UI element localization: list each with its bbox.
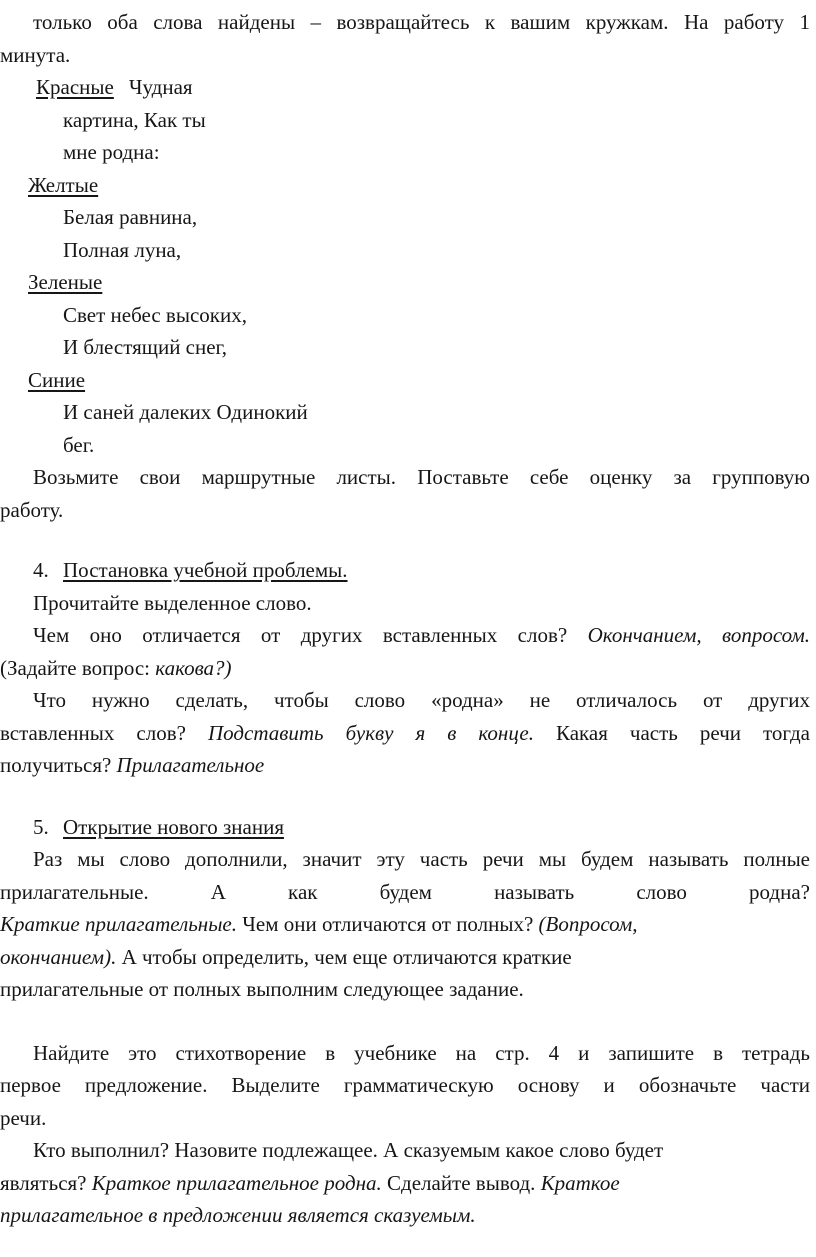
poem-line: Полная луна, (63, 237, 182, 262)
poem-group-yellow-label-line (0, 169, 810, 202)
section5-title: Открытие нового знания (63, 814, 284, 839)
section4-q2-line-1: Что нужно сделать, чтобы слово «родна» не отличалось от других (33, 688, 810, 712)
poem-group-red-label-line (0, 71, 810, 104)
text-segment: (Задайте вопрос: (0, 655, 156, 680)
answer-italic: Краткие прилагательные. (0, 912, 237, 936)
task-line-1: Найдите это стихотворение в учебнике на стр. 4 и запишите в тетрадь (33, 1040, 810, 1065)
answer-italic: какова?) (155, 655, 232, 680)
task-line-3: речи. (0, 1105, 47, 1130)
poem-line: И блестящий снег, (63, 335, 228, 359)
answer-italic: (Вопросом, (538, 912, 638, 936)
section4-q2-line-3 (0, 749, 810, 782)
section5-header (0, 811, 810, 844)
text-segment: А чтобы определить, чем еще отличаются краткие (116, 944, 572, 969)
take-sheets-line-2: работу. (0, 497, 64, 522)
poem-line: мне родна: (63, 140, 160, 164)
intro-line-1: только оба слова найдены – возвращайтесь к вашим кружкам. На работу 1 (33, 10, 810, 34)
intro-line-2: минута. (0, 42, 71, 67)
poem-line: картина, Как ты (63, 107, 206, 132)
section5-line-2: прилагательные. А как будем называть слово родна? (0, 879, 810, 904)
poem-line: И саней далеких Одинокий (63, 400, 308, 424)
task-q-line-3: прилагательное в предложении является сказуемым. (0, 1203, 476, 1227)
section5-line-1: Раз мы слово дополнили, значит эту часть речи мы будем называть полные (33, 847, 810, 871)
take-sheets-line-1: Возьмите свои маршрутные листы. Поставьте себе оценку за групповую (33, 465, 810, 489)
text-segment: Какая часть речи тогда (533, 720, 810, 745)
section4-q1-line-1 (0, 619, 810, 652)
answer-italic: Краткое (540, 1170, 620, 1195)
section4-read-line: Прочитайте выделенное слово. (33, 590, 312, 615)
task-q-line-1: Кто выполнил? Назовите подлежащее. А сказуемым какое слово будет (33, 1138, 664, 1162)
task-line-2: первое предложение. Выделите грамматическую основу и обозначьте части (0, 1073, 810, 1097)
section4-q2-line-2 (0, 717, 810, 750)
poem-line: Чудная (128, 75, 193, 99)
text-segment: являться? (0, 1170, 92, 1195)
section4-number: 4. (33, 558, 49, 582)
text-segment: получиться? (0, 753, 117, 777)
section4-title: Постановка учебной проблемы. (63, 558, 348, 582)
answer-italic: Прилагательное (116, 753, 265, 777)
section5-line-4 (0, 941, 810, 974)
poem-label-red: Красные (36, 75, 114, 99)
text-segment: Сделайте вывод. (381, 1170, 541, 1195)
poem-group-blue-label-line (0, 364, 810, 397)
text-segment: Чем они отличаются от полных? (237, 912, 539, 936)
poem-line: Свет небес высоких, (63, 302, 247, 327)
answer-italic: Окончанием, вопросом. (587, 623, 811, 647)
poem-line: бег. (63, 432, 95, 457)
poem-label-yellow: Желтые (28, 172, 99, 197)
section4-q1-line-2 (0, 652, 810, 685)
section5-number: 5. (33, 814, 49, 839)
poem-line: Белая равнина, (63, 205, 198, 229)
section5-line-5: прилагательные от полных выполним следующее задание. (0, 977, 524, 1001)
poem-label-blue: Синие (28, 367, 86, 392)
text-segment: вставленных слов? (0, 720, 208, 745)
answer-italic: окончанием). (0, 944, 117, 969)
task-q-line-2 (0, 1167, 810, 1200)
text-segment: Чем оно отличается от других вставленных слов? (33, 623, 588, 647)
poem-group-green-label-line (0, 266, 810, 299)
section5-line-3 (0, 908, 810, 941)
answer-italic: Подставить букву я в конце. (207, 720, 534, 745)
poem-label-green: Зеленые (28, 270, 103, 294)
section4-header (0, 554, 810, 587)
answer-italic: Краткое прилагательное родна. (91, 1170, 382, 1195)
